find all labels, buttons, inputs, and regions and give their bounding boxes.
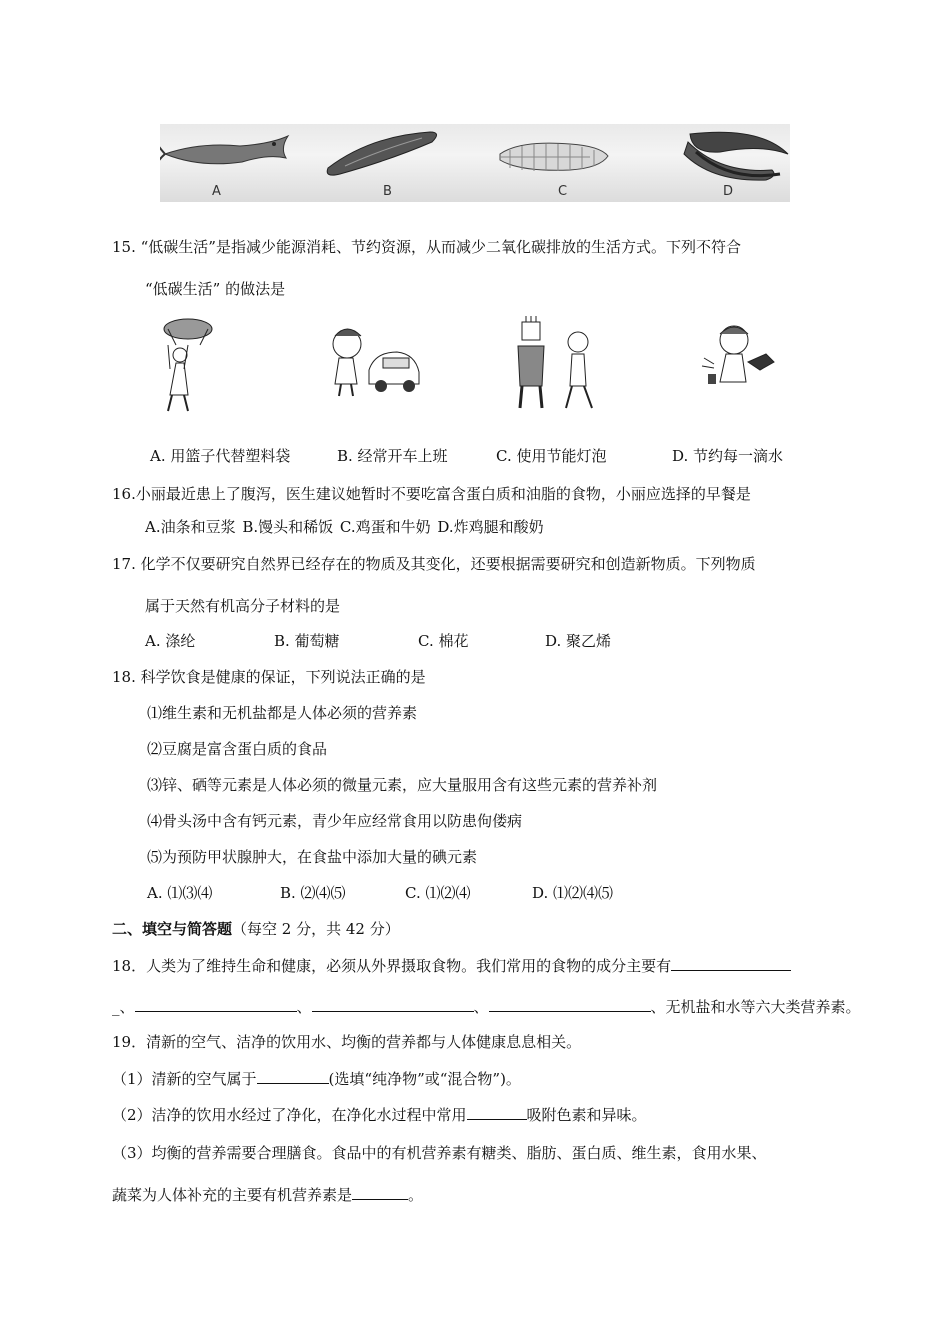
q15-line1: 15. “低碳生活”是指减少能源消耗、节约资源，从而减少二氧化碳排放的生活方式。下列不符合 — [112, 238, 741, 256]
q18b-blank-4[interactable] — [489, 995, 651, 1012]
q17-option-a: A. 涤纶 — [145, 632, 196, 650]
q18b-sep-2: 、 — [473, 998, 489, 1016]
q15-option-b: B. 经常开车上班 — [337, 447, 448, 465]
people-lamp-illustration — [512, 316, 612, 412]
q17-option-c: C. 棉花 — [418, 632, 469, 650]
cucumber-image — [327, 132, 436, 175]
section2-note: （每空 2 分，共 42 分） — [232, 920, 400, 938]
q15-line2: “低碳生活” 的做法是 — [145, 280, 286, 298]
q19-part1 — [112, 1067, 521, 1089]
q18a-option-a: A. ⑴⑶⑷ — [147, 884, 213, 902]
q18a-line1: 18. 科学饮食是健康的保证，下列说法正确的是 — [112, 668, 426, 686]
q17-option-d: D. 聚乙烯 — [545, 632, 612, 650]
q16-line1: 16.小丽最近患上了腹泻，医生建议她暂时不要吃富含蛋白质和油脂的食物，小丽应选择的早餐是 — [112, 485, 751, 503]
q19-part3-end: 。 — [408, 1186, 424, 1204]
option-label-b: B — [383, 184, 392, 199]
q19-part2 — [112, 1103, 647, 1125]
q18b-line1-text: 18．人类为了维持生命和健康，必须从外界摄取食物。我们常用的食物的成分主要有 — [112, 957, 672, 975]
corn-image — [500, 143, 608, 171]
q15-option-c: C. 使用节能灯泡 — [496, 447, 607, 465]
q17-line1: 17. 化学不仅要研究自然界已经存在的物质及其变化，还要根据需要研究和创造新物质。下列物质 — [112, 555, 756, 573]
q15-option-d: D. 节约每一滴水 — [672, 447, 784, 465]
q18a-statement-4: ⑷骨头汤中含有钙元素，青少年应经常食用以防患佝偻病 — [147, 812, 523, 830]
q18b-line2 — [112, 995, 861, 1017]
q16-options: A.油条和豆浆 B.馒头和稀饭 C.鸡蛋和牛奶 D.炸鸡腿和酸奶 — [145, 518, 544, 536]
q19-part1-start: （1）清新的空气属于 — [112, 1070, 257, 1088]
q17-option-b: B. 葡萄糖 — [274, 632, 340, 650]
q18b-line2-end: 、无机盐和水等六大类营养素。 — [650, 998, 861, 1016]
q18a-option-c: C. ⑴⑵⑷ — [405, 884, 471, 902]
food-images-strip — [160, 124, 790, 202]
q19-part2-end: 吸附色素和异味。 — [526, 1106, 647, 1124]
food-images-drawing — [160, 124, 790, 202]
q18a-option-d: D. ⑴⑵⑷⑸ — [532, 884, 614, 902]
q18b-line1 — [112, 954, 791, 976]
q18b-blank-1[interactable] — [671, 954, 791, 971]
girl-car-illustration — [325, 322, 425, 402]
banana-image — [684, 132, 788, 180]
q19-part2-start: （2）洁净的饮用水经过了净化，在净化水过程中常用 — [112, 1106, 467, 1124]
q18a-statement-3: ⑶锌、硒等元素是人体必须的微量元素，应大量服用含有这些元素的营养补剂 — [147, 776, 658, 794]
q19-blank-2[interactable] — [467, 1103, 527, 1120]
q19-blank-1[interactable] — [257, 1067, 329, 1084]
q19-part3-line2 — [112, 1183, 423, 1205]
q19-line1: 19．清新的空气、洁净的饮用水、均衡的营养都与人体健康息息相关。 — [112, 1033, 582, 1051]
q18b-line2-start: _、 — [112, 998, 135, 1016]
option-label-d: D — [723, 184, 734, 199]
q19-part3-line1: （3）均衡的营养需要合理膳食。食品中的有机营养素有糖类、脂肪、蛋白质、维生素，食用水果、 — [112, 1144, 767, 1162]
q18a-statement-1: ⑴维生素和无机盐都是人体必须的营养素 — [147, 704, 418, 722]
q18a-statement-5: ⑸为预防甲状腺肿大，在食盐中添加大量的碘元素 — [147, 848, 478, 866]
option-label-a: A — [212, 184, 221, 199]
q19-part3-start: 蔬菜为人体补充的主要有机营养素是 — [112, 1186, 353, 1204]
q18b-blank-3[interactable] — [312, 995, 474, 1012]
section2-heading — [112, 918, 400, 939]
q18a-option-b: B. ⑵⑷⑸ — [280, 884, 346, 902]
q19-part1-end: (选填“纯净物”或“混合物”)。 — [328, 1070, 521, 1088]
section2-title: 二、填空与简答题 — [112, 920, 233, 938]
q18a-statement-2: ⑵豆腐是富含蛋白质的食品 — [147, 740, 328, 758]
option-label-c: C — [558, 184, 568, 199]
basket-person-illustration — [158, 315, 218, 415]
q17-line2: 属于天然有机高分子材料的是 — [145, 597, 341, 615]
q19-blank-3[interactable] — [352, 1183, 408, 1200]
fish-image — [160, 136, 288, 166]
girl-watering-illustration — [700, 318, 780, 398]
q18b-sep-1: 、 — [296, 998, 312, 1016]
q15-option-a: A. 用篮子代替塑料袋 — [150, 447, 291, 465]
q18b-blank-2[interactable] — [135, 995, 297, 1012]
